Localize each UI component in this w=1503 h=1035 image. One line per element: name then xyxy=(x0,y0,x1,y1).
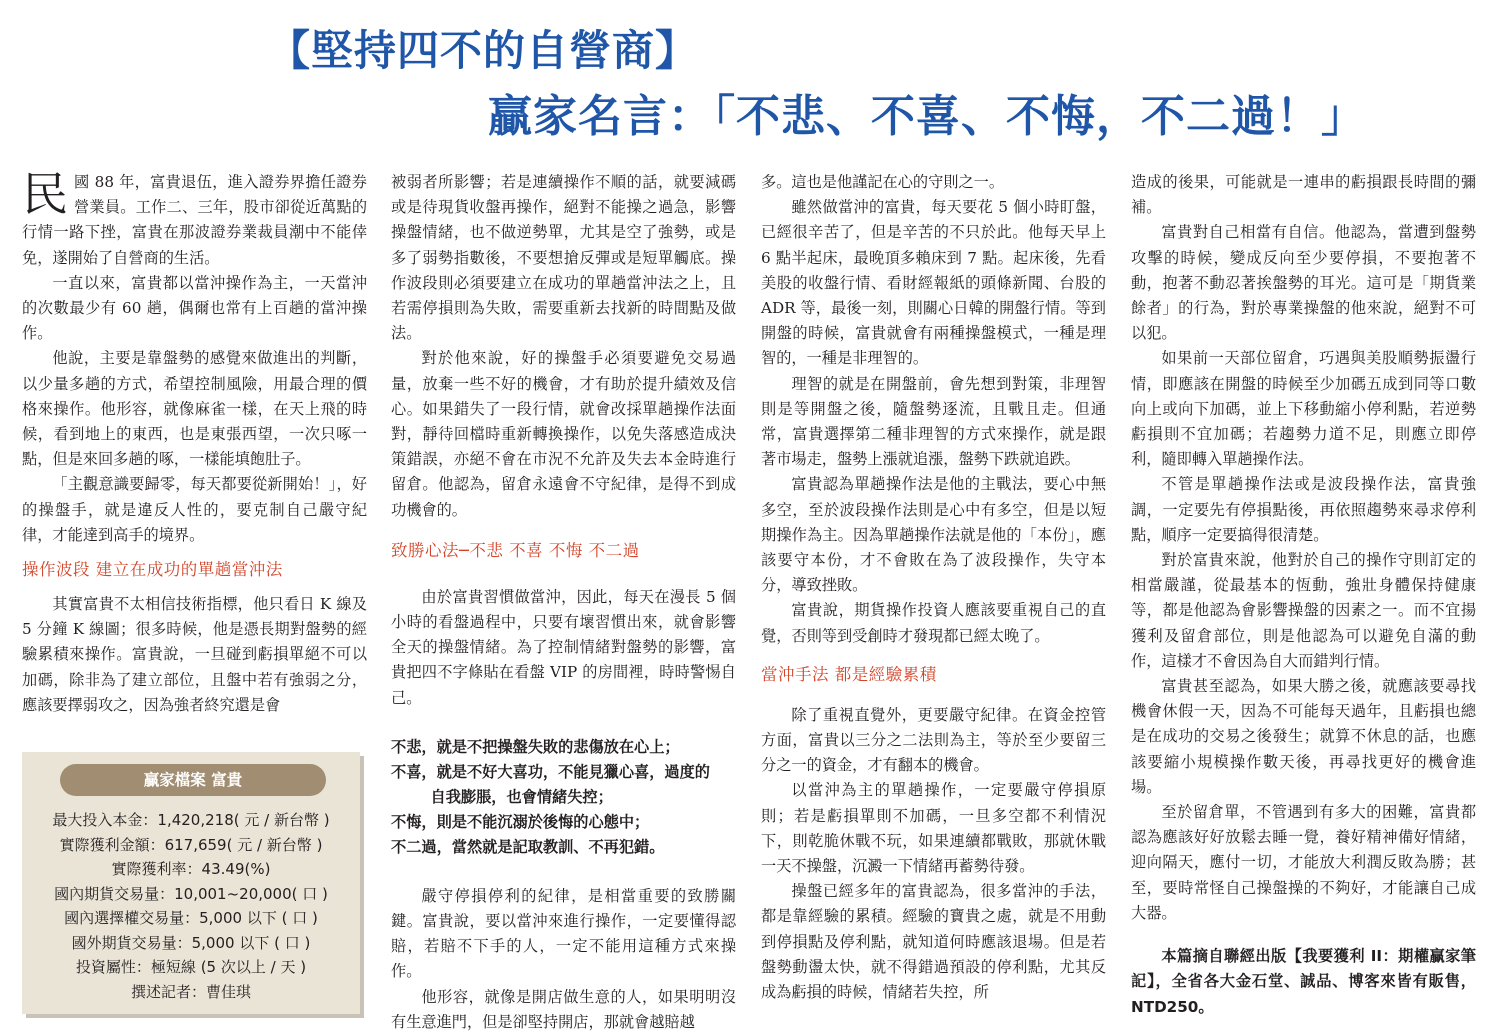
paragraph: 其實富貴不太相信技術指標，他只看日 K 線及 5 分鐘 K 線圖；很多時候，他是憑長期對盤勢的經驗累積來操作。富貴說，一旦碰到虧損單絕不可以加碼，除非為了建立部位，且盤中若有強弱之分，應該要擇弱攻之，因為強者終究還是會 xyxy=(22,595,367,714)
article-title-line2: 贏家名言：「不悲、不喜、不悔，不二過！」 xyxy=(488,91,1366,142)
article-column-3 xyxy=(761,170,1106,1005)
article-column-1 xyxy=(22,167,367,718)
quote-line: 不喜，就是不好大喜功，不能見獵心喜，過度的 xyxy=(391,762,710,781)
article-title-line1: 【堅持四不的自營商】 xyxy=(268,26,699,75)
section-heading: 操作波段 建立在成功的單趟當沖法 xyxy=(22,560,283,580)
quote-line: 不二過，當然就是記取教訓、不再犯錯。 xyxy=(391,837,665,856)
source-note: 本篇摘自聯經出版【我要獲利 II：期權贏家筆記】，全省各大金石堂、誠品、博客來皆有販售，NTD250。 xyxy=(1131,947,1476,1016)
paragraph: 多。這也是他謹記在心的守則之一。 xyxy=(761,173,1004,191)
paragraph: 他說，主要是靠盤勢的感覺來做進出的判斷，以少量多趟的方式，希望控制風險，用最合理的價格來操作。他形容，就像麻雀一樣，在天上飛的時候，看到地上的東西，也是東張西望，一次只啄一點，但是來回多趟的啄，一樣能填飽肚子。 xyxy=(22,349,367,469)
paragraph: 除了重視直覺外，更要嚴守紀律。在資金控管方面，富貴以三分之二法則為主，等於至少要留三分之一的資金，才有翻本的機會。 xyxy=(761,705,1106,775)
paragraph: 如果前一天部位留倉，巧遇與美股順勢振盪行情，即應該在開盤的時候至少加碼五成到同等口數向上或向下加碼，並上下移動縮小停利點，若逆勢虧損則不宜加碼；若趨勢力道不足，則應立即停利，隨即轉入單趟操作法。 xyxy=(1131,349,1476,469)
profile-row: 實際獲利金額：617,659( 元 / 新台幣 ) xyxy=(59,835,323,854)
paragraph: 富貴說，期貨操作投資人應該要重視自己的直覺，否則等到受創時才發現都已經太晚了。 xyxy=(761,601,1106,645)
profile-row: 國外期貨交易量：5,000 以下 ( 口 ) xyxy=(71,933,311,952)
profile-rows xyxy=(22,808,360,1004)
paragraph: 被弱者所影響；若是連續操作不順的話，就要減碼或是待現貨收盤再操作，絕對不能操之過急，影響操盤情緒，也不做逆勢單，尤其是空了強勢，或是多了弱勢指數後，不要想搶反彈或是短單觸底。操作波段則必須要建立在成功的單趟當沖法之上，且若需停損則為失敗，需要重新去找新的時間點及做法。 xyxy=(391,173,736,343)
paragraph: 不管是單趟操作法或是波段操作法，富貴強調，一定要先有停損點後，再依照趨勢來尋求停利點，順序一定要搞得很清楚。 xyxy=(1131,475,1476,544)
paragraph: 「主觀意識要歸零，每天都要從新開始！」，好的操盤手，就是違反人性的，要克制自己嚴守紀律，才能達到高手的境界。 xyxy=(22,475,367,544)
paragraph: 一直以來，富貴都以當沖操作為主，一天當沖的次數最少有 60 趟，偶爾也常有上百趟的當沖操作。 xyxy=(22,273,367,343)
profile-row: 投資屬性：極短線 (5 次以上 / 天 ) xyxy=(75,958,307,976)
profile-row: 最大投入本金：1,420,218( 元 / 新台幣 ) xyxy=(52,811,330,829)
quote-line: 不悲，就是不把操盤失敗的悲傷放在心上； xyxy=(391,737,680,756)
paragraph: 至於留倉單，不管遇到有多大的困難，富貴都認為應該好好放鬆去睡一覺，養好精神備好情緒，迎向隔天，應付一切，才能放大利潤反敗為勝；甚至，要時常怪自己操盤操的不夠好，才能讓自己成大器。 xyxy=(1131,803,1476,922)
profile-row: 撰述記者：曹佳琪 xyxy=(130,982,251,1001)
profile-row: 國內選擇權交易量：5,000 以下 ( 口 ) xyxy=(64,909,318,927)
profile-row: 國內期貨交易量：10,001~20,000( 口 ) xyxy=(54,884,328,903)
profile-row: 實際獲利率：43.49(%) xyxy=(111,860,271,878)
section-heading: 當沖手法 都是經驗累積 xyxy=(761,664,937,684)
paragraph: 富貴對自己相當有自信。他認為，當遭到盤勢攻擊的時候，變成反向至少要停損，不要抱著不動，抱著不動忍著挨盤勢的耳光。這可是「期貨業餘者」的行為，對於專業操盤的他來說，絕對不可以犯。 xyxy=(1131,223,1476,343)
paragraph: 嚴守停損停利的紀律，是相當重要的致勝關鍵。富貴說，要以當沖來進行操作，一定要懂得認賠，若賠不下手的人，一定不能用這種方式來操作。 xyxy=(391,886,736,981)
paragraph: 由於富貴習慣做當沖，因此，每天在漫長 5 個小時的看盤過程中，只要有壞習慣出來，就會影響全天的操盤情緒。為了控制情緒對盤勢的影響，富貴把四不字條貼在看盤 VIP 的房間裡，時時警惕自己。 xyxy=(391,587,736,707)
paragraph: 他形容，就像是開店做生意的人，如果明明沒有生意進門，但是卻堅持開店，那就會越賠越 xyxy=(391,987,736,1031)
paragraph: 對於他來說，好的操盤手必須要避免交易過量，放棄一些不好的機會，才有助於提升績效及信心。如果錯失了一段行情，就會改採單趟操作法面對，靜待回檔時重新轉換操作，以免失落感造成決策錯誤，亦絕不會在市況不允許及失去本金時進行留倉。他認為，留倉永遠會不守紀律，是得不到成功機會的。 xyxy=(391,349,736,519)
paragraph: 富貴認為單趟操作法是他的主戰法，要心中無多空，至於波段操作法則是心中有多空，但是以短期操作為主。因為單趟操作法就是他的「本份」，應該要守本份，才不會敗在為了波段操作，失守本分，導致挫敗。 xyxy=(761,475,1106,595)
four-nots-quote xyxy=(391,735,736,860)
section-heading: 致勝心法─不悲 不喜 不悔 不二過 xyxy=(391,540,640,560)
paragraph: 富貴甚至認為，如果大勝之後，就應該要尋找機會休假一天，因為不可能每天過年，且虧損也總是在成功的交易之後發生；就算不休息的話，也應該要縮小規模操作數天後，再尋找更好的機會進場。 xyxy=(1131,677,1476,796)
paragraph: 對於富貴來說，他對於自己的操作守則訂定的相當嚴謹，從最基本的恆動，強壯身體保持健康等，都是他認為會影響操盤的因素之一。而不宜揚獲利及留倉部位，則是他認為可以避免自滿的動作，這樣才不會因為自大而錯判行情。 xyxy=(1131,551,1476,670)
drop-cap: 民 xyxy=(22,167,68,221)
paragraph: 理智的就是在開盤前，會先想到對策，非理智則是等開盤之後，隨盤勢逐流，且戰且走。但通常，富貴選擇第二種非理智的方式來操作，就是跟著市場走，盤勢上漲就追漲，盤勢下跌就追跌。 xyxy=(761,374,1106,469)
paragraph: 以當沖為主的單趟操作，一定要嚴守停損原則；若是虧損單則不加碼，一旦多空都不利情況下，則乾脆休戰不玩，如果連續都戰敗，那就休戰一天不操盤，沉澱一下情緒再蓄勢待發。 xyxy=(761,781,1106,876)
winner-profile-box xyxy=(22,752,360,1014)
profile-header: 贏家檔案 富貴 xyxy=(60,764,326,796)
paragraph: 雖然做當沖的富貴，每天要花 5 個小時盯盤，已經很辛苦了，但是辛苦的不只於此。他每天早上 6 點半起床，最晚頂多賴床到 7 點。起床後，先看美股的收盤行情、看財經報紙的頭條新聞、台股的 ADR 等，最後一刻，則關心日韓的開盤行情。等到開盤的時候，富貴就會有兩種操盤模式，一種是理智的，一種是非理智的。 xyxy=(761,198,1106,368)
quote-line: 自我膨脹，也會情緒失控； xyxy=(430,787,613,806)
quote-line: 不悔，則是不能沉溺於後悔的心態中； xyxy=(391,812,650,831)
paragraph: 造成的後果，可能就是一連串的虧損跟長時間的彌補。 xyxy=(1131,173,1476,217)
article-column-2 xyxy=(391,170,736,1035)
paragraph: 操盤已經多年的富貴認為，很多當沖的手法，都是靠經驗的累積。經驗的寶貴之處，就是不用動到停損點及停利點，就知道何時應該退場。但是若盤勢動盪太快，就不得錯過預設的停利點，尤其反成為虧損的時候，情緒若失控，所 xyxy=(761,882,1106,1002)
article-column-4 xyxy=(1131,170,1476,1020)
paragraph: 民國 88 年，富貴退伍，進入證券界擔任證券營業員。工作二、三年，股市卻從近萬點的行情一路下挫，富貴在那波證券業裁員潮中不能倖免，遂開始了自營商的生活。 xyxy=(22,167,367,267)
